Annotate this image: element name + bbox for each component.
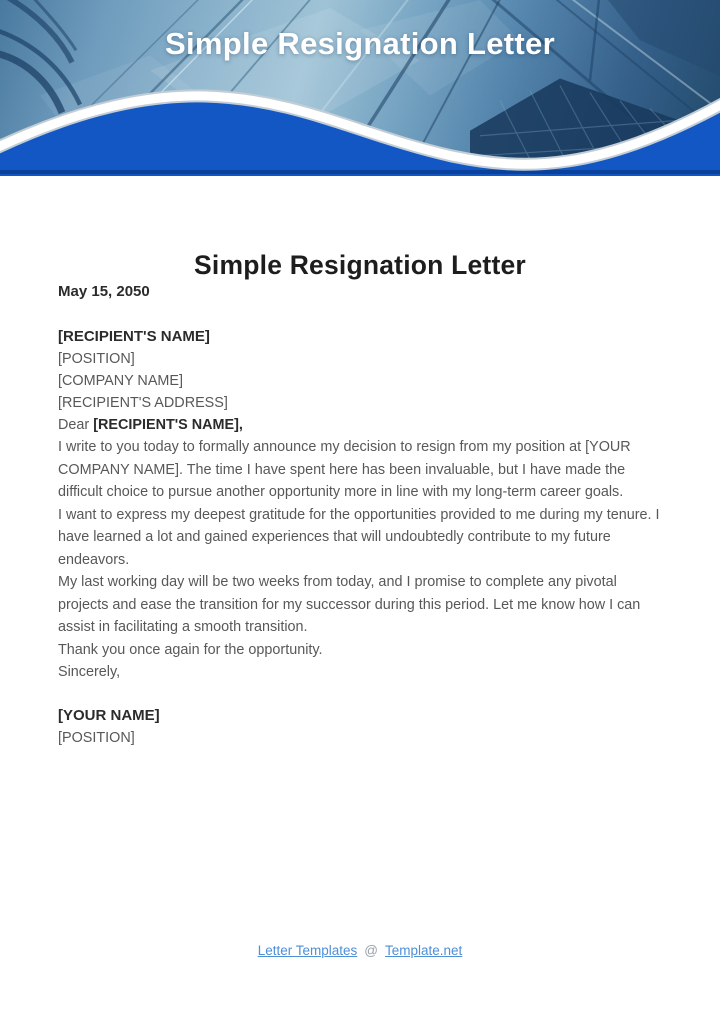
signature-position: [POSITION] <box>58 729 135 746</box>
header-title: Simple Resignation Letter <box>165 26 555 61</box>
header-banner <box>0 0 720 176</box>
footer-separator: @ <box>364 943 378 958</box>
closing-thanks: Thank you once again for the opportunity. <box>58 641 323 658</box>
signature-block <box>58 705 662 749</box>
recipient-position: [POSITION] <box>58 350 135 367</box>
paragraph-2: I want to express my deepest gratitude for the opportunities provided to me during my tenure. I have learned a lot and gained experiences that will undoubtedly contribute to my future endeavors. <box>58 506 660 568</box>
paragraph-3: My last working day will be two weeks from today, and I promise to complete any pivotal projects and ease the transition for my successor during this period. Let me know how I can assist in facilitating a smooth transition. <box>58 574 641 635</box>
salutation-prefix: Dear <box>58 416 90 433</box>
letter-body <box>0 249 720 749</box>
letter-date: May 15, 2050 <box>58 283 150 300</box>
letter-templates-link[interactable]: Letter Templates <box>257 943 358 958</box>
paragraph-1: I write to you today to formally announce my decision to resign from my position at [YOUR COMPANY NAME]. The time I have spent here has been invaluable, but I have made the difficult choice to pursue another opportunity more in line with my long-term career goals. <box>58 439 631 500</box>
recipient-block <box>58 326 662 414</box>
recipient-address: [RECIPIENT'S ADDRESS] <box>58 394 228 411</box>
page-footer <box>0 941 720 961</box>
recipient-name: [RECIPIENT'S NAME] <box>58 327 210 345</box>
salutation-recipient-name: [RECIPIENT'S NAME], <box>93 416 243 433</box>
salutation <box>58 414 662 437</box>
signature-name: [YOUR NAME] <box>58 706 160 724</box>
recipient-company: [COMPANY NAME] <box>58 372 184 389</box>
document-title: Simple Resignation Letter <box>194 250 526 280</box>
template-net-link[interactable]: Template.net <box>384 943 463 958</box>
closing-sincerely: Sincerely, <box>58 664 121 680</box>
